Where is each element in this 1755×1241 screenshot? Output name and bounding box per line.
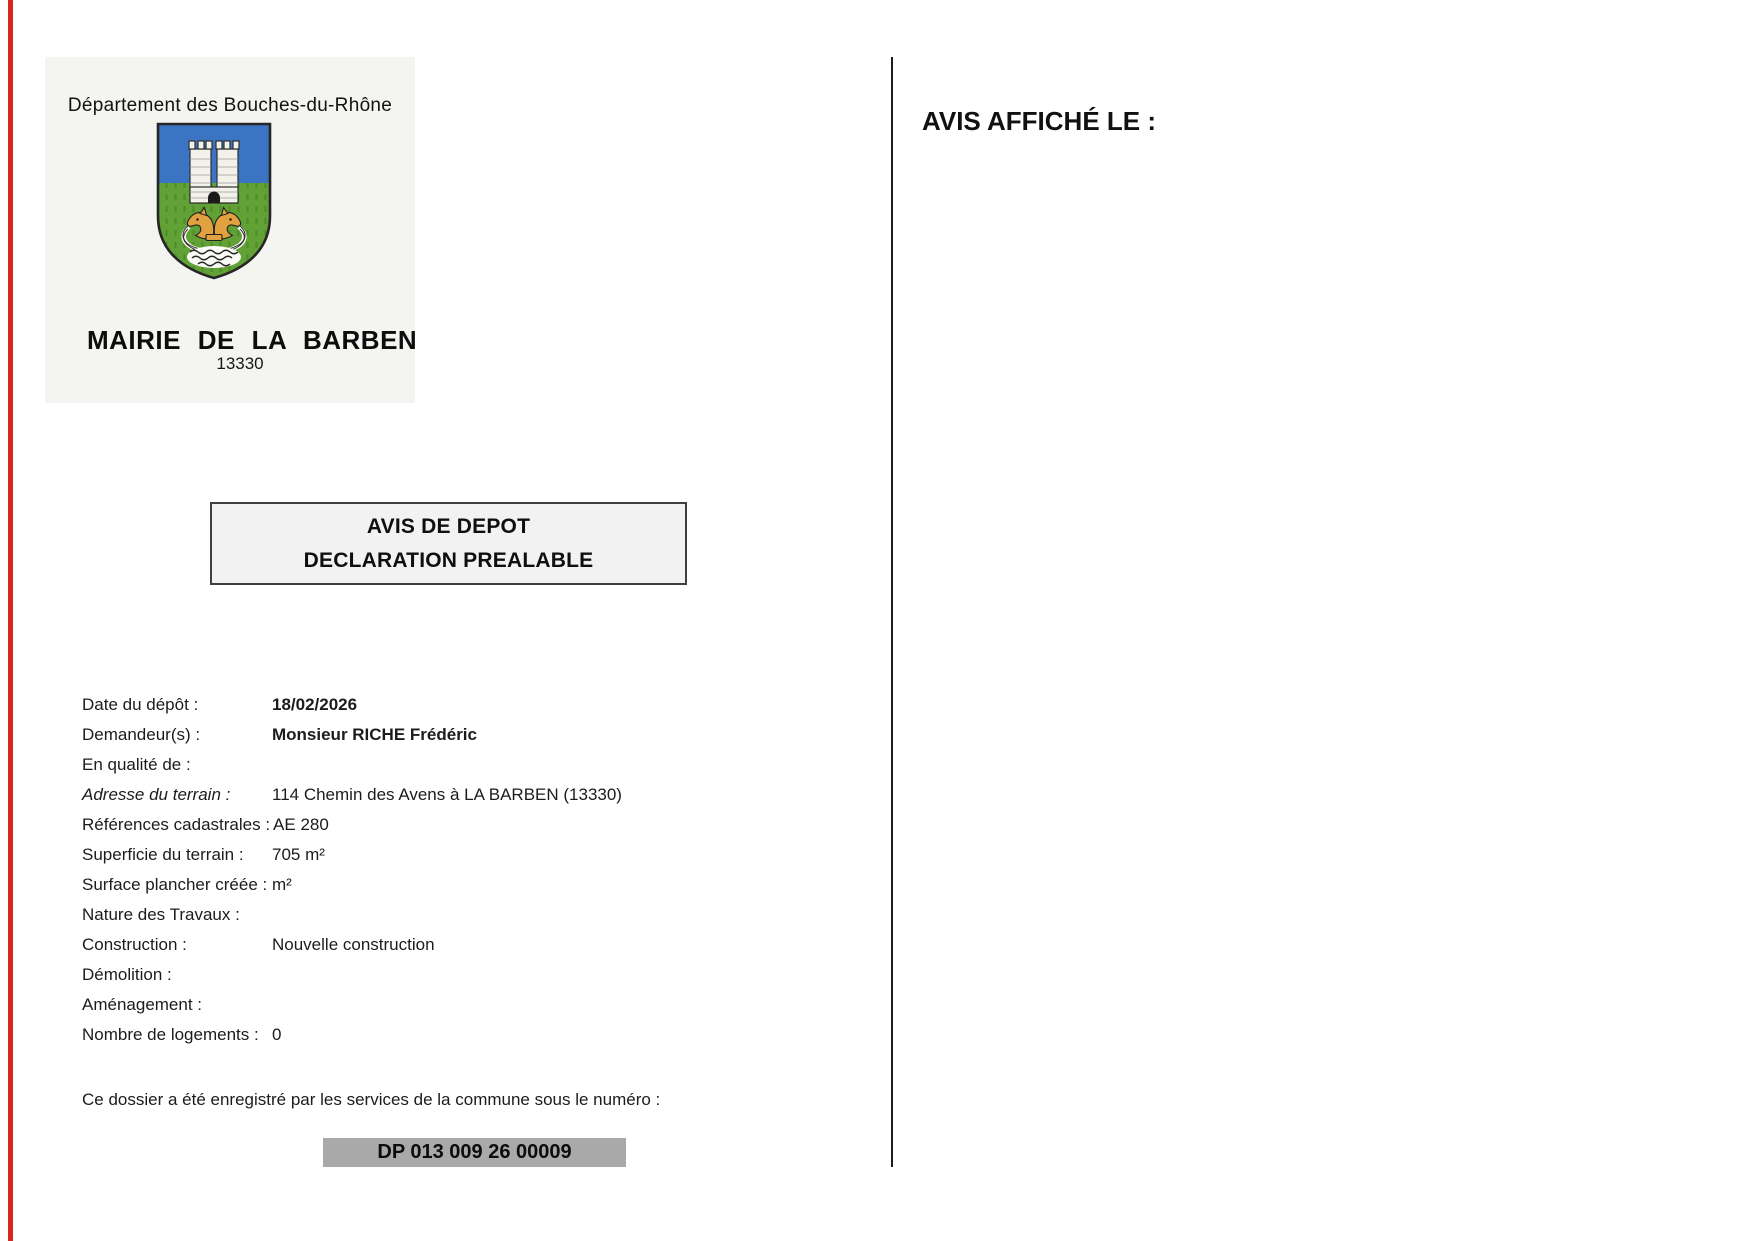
- vertical-divider: [891, 57, 893, 1167]
- field-value: [269, 755, 272, 774]
- field-label: Adresse du terrain :: [82, 785, 231, 804]
- field-value: 114 Chemin des Avens à LA BARBEN (13330): [272, 785, 622, 804]
- field-value: 0: [272, 1025, 282, 1044]
- field-value: Monsieur RICHE Frédéric: [272, 725, 477, 744]
- field-value: [269, 965, 272, 984]
- scan-edge-stripe: [8, 0, 13, 1241]
- posted-date-label: AVIS AFFICHÉ LE :: [922, 106, 1156, 136]
- field-label: Aménagement :: [82, 995, 203, 1014]
- field-label: Nombre de logements :: [82, 1025, 259, 1044]
- field-label: Demandeur(s) :: [82, 725, 201, 744]
- department-name: Département des Bouches-du-Rhône: [67, 95, 393, 116]
- field-row-references-cadastrales: [82, 810, 622, 840]
- field-row-qualite: [82, 750, 622, 780]
- field-label: Démolition :: [82, 965, 172, 984]
- field-value: m²: [272, 875, 292, 894]
- field-label: Surface plancher créée :: [82, 875, 268, 894]
- field-label: Construction :: [82, 935, 187, 954]
- field-row-superficie: [82, 840, 622, 870]
- field-value: [269, 905, 272, 924]
- municipality-letterhead: [45, 57, 418, 403]
- title-line-1: AVIS DE DEPOT: [366, 514, 531, 538]
- field-row-amenagement: [82, 990, 622, 1020]
- field-row-nombre-logements: [82, 1020, 622, 1050]
- field-label: Date du dépôt :: [82, 695, 199, 714]
- field-value: 18/02/2026: [272, 695, 358, 714]
- municipality-name: MAIRIE DE LA BARBEN: [87, 325, 418, 355]
- field-value: Nouvelle construction: [272, 935, 435, 954]
- registration-notice: Ce dossier a été enregistré par les services de la commune sous le numéro :: [82, 1090, 661, 1109]
- field-row-surface-plancher: [82, 870, 622, 900]
- coat-of-arms-icon: [153, 119, 275, 283]
- field-row-construction: [82, 930, 622, 960]
- title-box: [210, 502, 687, 585]
- field-list: [82, 690, 622, 1050]
- field-label: En qualité de :: [82, 755, 191, 774]
- field-value: [269, 995, 272, 1014]
- field-row-nature-travaux: [82, 900, 622, 930]
- field-row-demolition: [82, 960, 622, 990]
- title-line-2: DECLARATION PREALABLE: [303, 548, 594, 572]
- field-label: Nature des Travaux :: [82, 905, 240, 924]
- field-row-adresse-terrain: [82, 780, 622, 810]
- field-row-date-depot: [82, 690, 622, 720]
- field-value: AE 280: [273, 815, 329, 834]
- file-number-badge: DP 013 009 26 00009: [323, 1138, 626, 1167]
- field-value: 705 m²: [272, 845, 325, 864]
- postal-code: 13330: [216, 354, 264, 373]
- field-row-demandeur: [82, 720, 622, 750]
- field-label: Superficie du terrain :: [82, 845, 244, 864]
- field-label: Références cadastrales :: [82, 815, 271, 834]
